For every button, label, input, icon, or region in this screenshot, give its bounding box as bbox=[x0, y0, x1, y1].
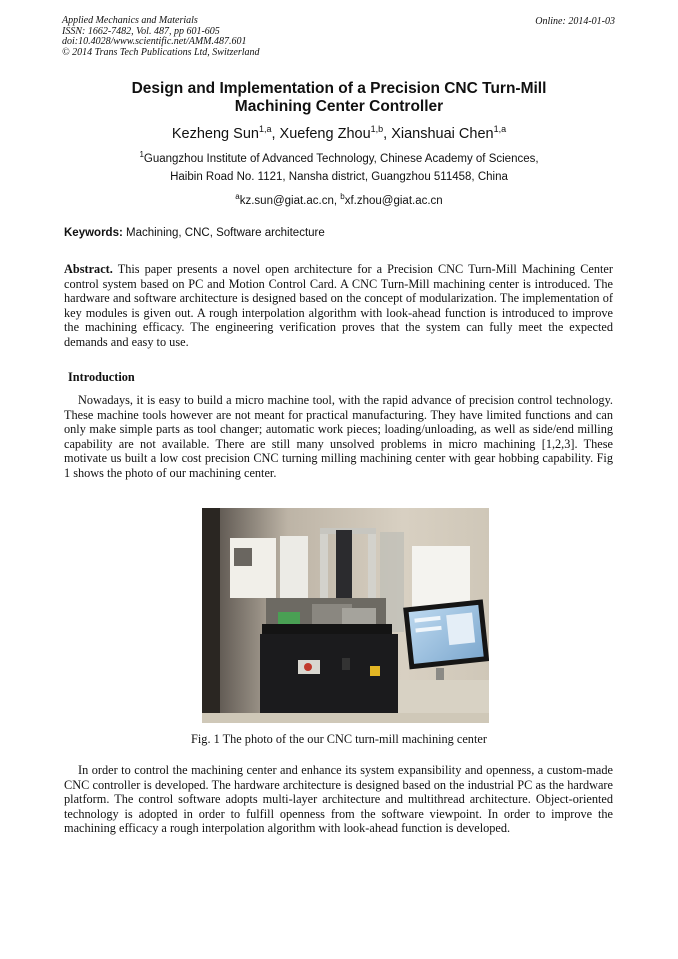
author-name: Kezheng Sun bbox=[171, 125, 259, 142]
author-name: Xuefeng Zhou bbox=[279, 125, 371, 142]
affiliation-line-2: Haibin Road No. 1121, Nansha district, Guangzhou 511458, China bbox=[170, 171, 508, 183]
email-line: $^a$kz.sun@giat.ac.cn, $^b$xf.zhou@giat.ac.cn bbox=[235, 192, 443, 207]
section-heading: Introduction bbox=[68, 370, 135, 384]
abstract-label: Abstract. bbox=[64, 262, 113, 276]
doi: doi:10.4028/www.scientific.net/AMM.487.601 bbox=[62, 36, 247, 48]
paper-title bbox=[62, 80, 616, 116]
title-line-1: Design and Implementation of a Precision CNC Turn-Mill bbox=[131, 80, 547, 97]
machine-photo-illustration bbox=[202, 508, 489, 723]
author-sup: 1,a bbox=[493, 124, 507, 134]
author-sup: 1,a bbox=[258, 124, 272, 134]
author-list: Kezheng Sun$^{1,a}$, Xuefeng Zhou$^{1,b}$, Xianshuai Chen$^{1,a}$ bbox=[171, 124, 507, 142]
email-b: xf.zhou@giat.ac.cn bbox=[344, 194, 443, 207]
affiliation-line-1: $^1$Guangzhou Institute of Advanced Technology, Chinese Academy of Sciences, bbox=[139, 150, 539, 165]
issn: ISSN: 1662-7482, Vol. 487, pp 601-605 bbox=[62, 25, 220, 37]
author-sup: 1,b bbox=[370, 124, 384, 134]
keywords-text: Machining, CNC, Software architecture bbox=[126, 227, 325, 239]
journal-name: Applied Mechanics and Materials bbox=[62, 15, 198, 26]
abstract bbox=[64, 262, 613, 349]
title-line-2: Machining Center Controller bbox=[234, 98, 444, 115]
intro-paragraph-2: In order to control the machining center and enhance its system expansibility and openness, a custom-made CNC controller is developed. The hardware architecture is designed based on the industrial PC as the hardware platform. The control software adopts multi-layer architecture and multithread architecture. Object-oriented technology is adopted in order to fulfill openness from the software viewpoint. In order to improve the machining efficacy a rough interpolation algorithm with look-ahead function is developed. bbox=[64, 763, 613, 835]
online-date: Online: 2014-01-03 bbox=[535, 16, 615, 27]
journal-header bbox=[62, 16, 260, 58]
keywords bbox=[64, 227, 325, 239]
keywords-label: Keywords: bbox=[64, 227, 123, 239]
author-name: Xianshuai Chen bbox=[391, 125, 494, 142]
abstract-text: This paper presents a novel open architecture for a Precision CNC Turn-Mill Machining Center control system based on PC and Motion Control Card. A CNC Turn-Mill machining center is introduced. The hardware and software architecture is designed based on the concept of modularization. The implementation of key modules is given out. A rough interpolation algorithm with look-ahead function is introduced to improve the machining efficacy. The engineering verification proves that the system can fully meet the expected demands and easy to use. bbox=[64, 262, 613, 349]
intro-paragraph-1: Nowadays, it is easy to build a micro machine tool, with the rapid advance of precision control technology. These machine tools however are not meant for practical manufacturing. They have limited functions and can only make simple parts as tool changer; automatic work pieces; loading/unloading, as well as side/end milling capability are not available. There are still many unsolved problems in micro machining [1,2,3]. These motivate us built a low cost precision CNC turning milling machining center with gear hobbing capability. Fig 1 shows the photo of our machining center. bbox=[64, 393, 613, 480]
figure-caption: Fig. 1 The photo of the our CNC turn-mill machining center bbox=[191, 732, 487, 746]
affiliation-sup: 1 bbox=[139, 150, 144, 159]
figure-photo bbox=[202, 508, 489, 723]
copyright: © 2014 Trans Tech Publications Ltd, Switzerland bbox=[62, 46, 260, 58]
email-a: kz.sun@giat.ac.cn bbox=[239, 194, 334, 207]
